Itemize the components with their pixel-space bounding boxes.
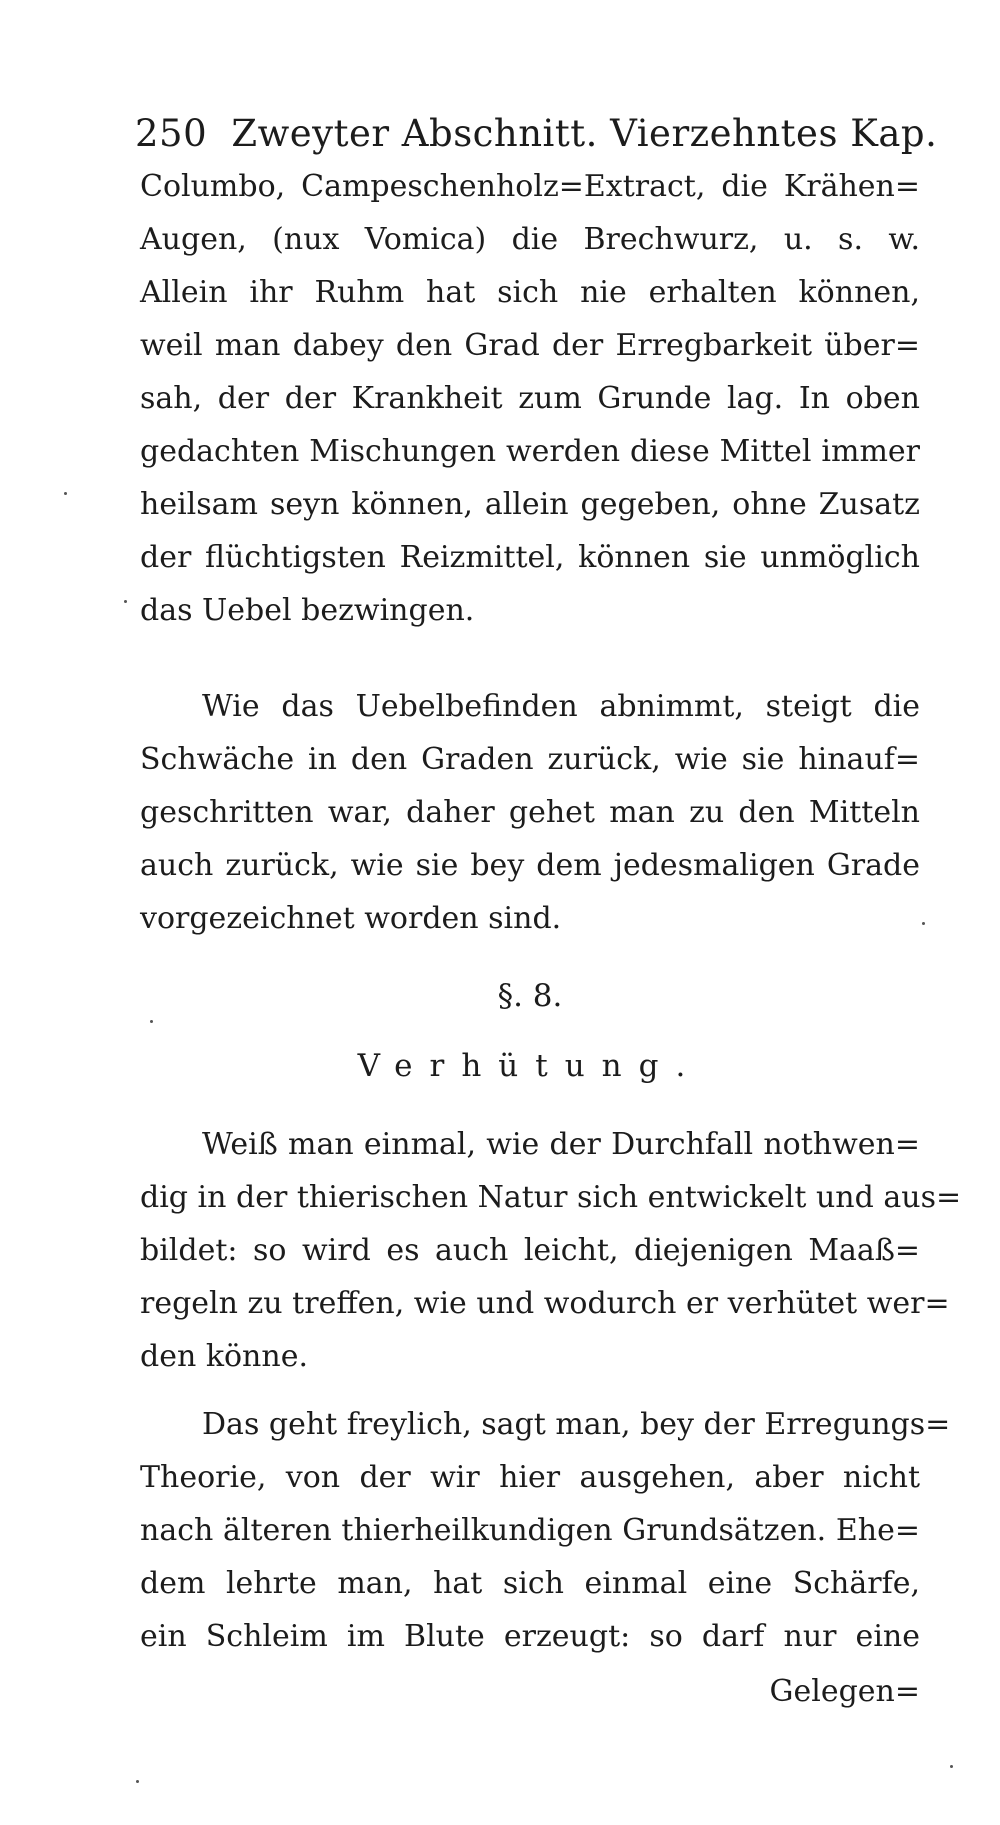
text-line: vorgezeichnet worden sind. bbox=[140, 901, 562, 936]
paragraph-1 bbox=[140, 160, 920, 637]
text-line: bildet: so wird es auch leicht, diejenigen Maaß= bbox=[140, 1233, 920, 1268]
page-header bbox=[135, 104, 938, 164]
catchword: Gelegen= bbox=[769, 1674, 920, 1709]
text-line: Augen, (nux Vomica) die Brechwurz, u. s. w. bbox=[140, 222, 920, 257]
paper-speck bbox=[64, 492, 67, 495]
text-line: sah, der der Krankheit zum Grunde lag. In oben bbox=[140, 381, 920, 416]
running-title: Zweyter Abschnitt. Vierzehntes Kap. bbox=[231, 112, 938, 155]
text-line: auch zurück, wie sie bey dem jedesmaligen Grade bbox=[140, 848, 920, 883]
text-line: heilsam seyn können, allein gegeben, ohne Zusatz bbox=[140, 487, 920, 522]
text-line: Das geht freylich, sagt man, bey der Erregungs= bbox=[202, 1407, 951, 1442]
text-line: Weiß man einmal, wie der Durchfall nothwen= bbox=[202, 1127, 920, 1162]
text-line: ein Schleim im Blute erzeugt: so darf nur eine bbox=[140, 1619, 920, 1654]
section-title: Verhütung. bbox=[357, 1048, 703, 1084]
catchword-line bbox=[140, 1665, 920, 1718]
paragraph-4 bbox=[140, 1398, 951, 1663]
text-line: dig in der thierischen Natur sich entwickelt und aus= bbox=[140, 1180, 962, 1215]
paper-speck bbox=[136, 1780, 139, 1783]
text-line: gedachten Mischungen werden diese Mittel immer bbox=[140, 434, 920, 469]
text-line: Schwäche in den Graden zurück, wie sie hinauf= bbox=[140, 742, 920, 777]
paper-speck bbox=[150, 1020, 153, 1023]
text-line: den könne. bbox=[140, 1339, 308, 1374]
page-number: 250 bbox=[135, 112, 208, 155]
text-line: regeln zu treffen, wie und wodurch er verhütet wer= bbox=[140, 1286, 950, 1321]
paper-speck bbox=[950, 1765, 953, 1768]
text-line: das Uebel bezwingen. bbox=[140, 593, 475, 628]
text-line: weil man dabey den Grad der Erregbarkeit über= bbox=[140, 328, 920, 363]
text-line: Theorie, von der wir hier ausgehen, aber nicht bbox=[140, 1460, 920, 1495]
paper-speck bbox=[124, 600, 127, 603]
text-line: geschritten war, daher gehet man zu den Mitteln bbox=[140, 795, 920, 830]
paper-speck bbox=[922, 922, 925, 925]
section-number: §. 8. bbox=[497, 978, 563, 1014]
text-line: Wie das Uebelbefinden abnimmt, steigt die bbox=[202, 689, 920, 724]
text-line: dem lehrte man, hat sich einmal eine Schärfe, bbox=[140, 1566, 920, 1601]
paragraph-2 bbox=[140, 680, 920, 945]
text-line: der flüchtigsten Reizmittel, können sie unmöglich bbox=[140, 540, 920, 575]
paragraph-3 bbox=[140, 1118, 962, 1383]
text-line: nach älteren thierheilkundigen Grundsätzen. Ehe= bbox=[140, 1513, 920, 1548]
text-line: Allein ihr Ruhm hat sich nie erhalten können, bbox=[140, 275, 920, 310]
text-line: Columbo, Campeschenholz=Extract, die Krähen= bbox=[140, 169, 920, 204]
